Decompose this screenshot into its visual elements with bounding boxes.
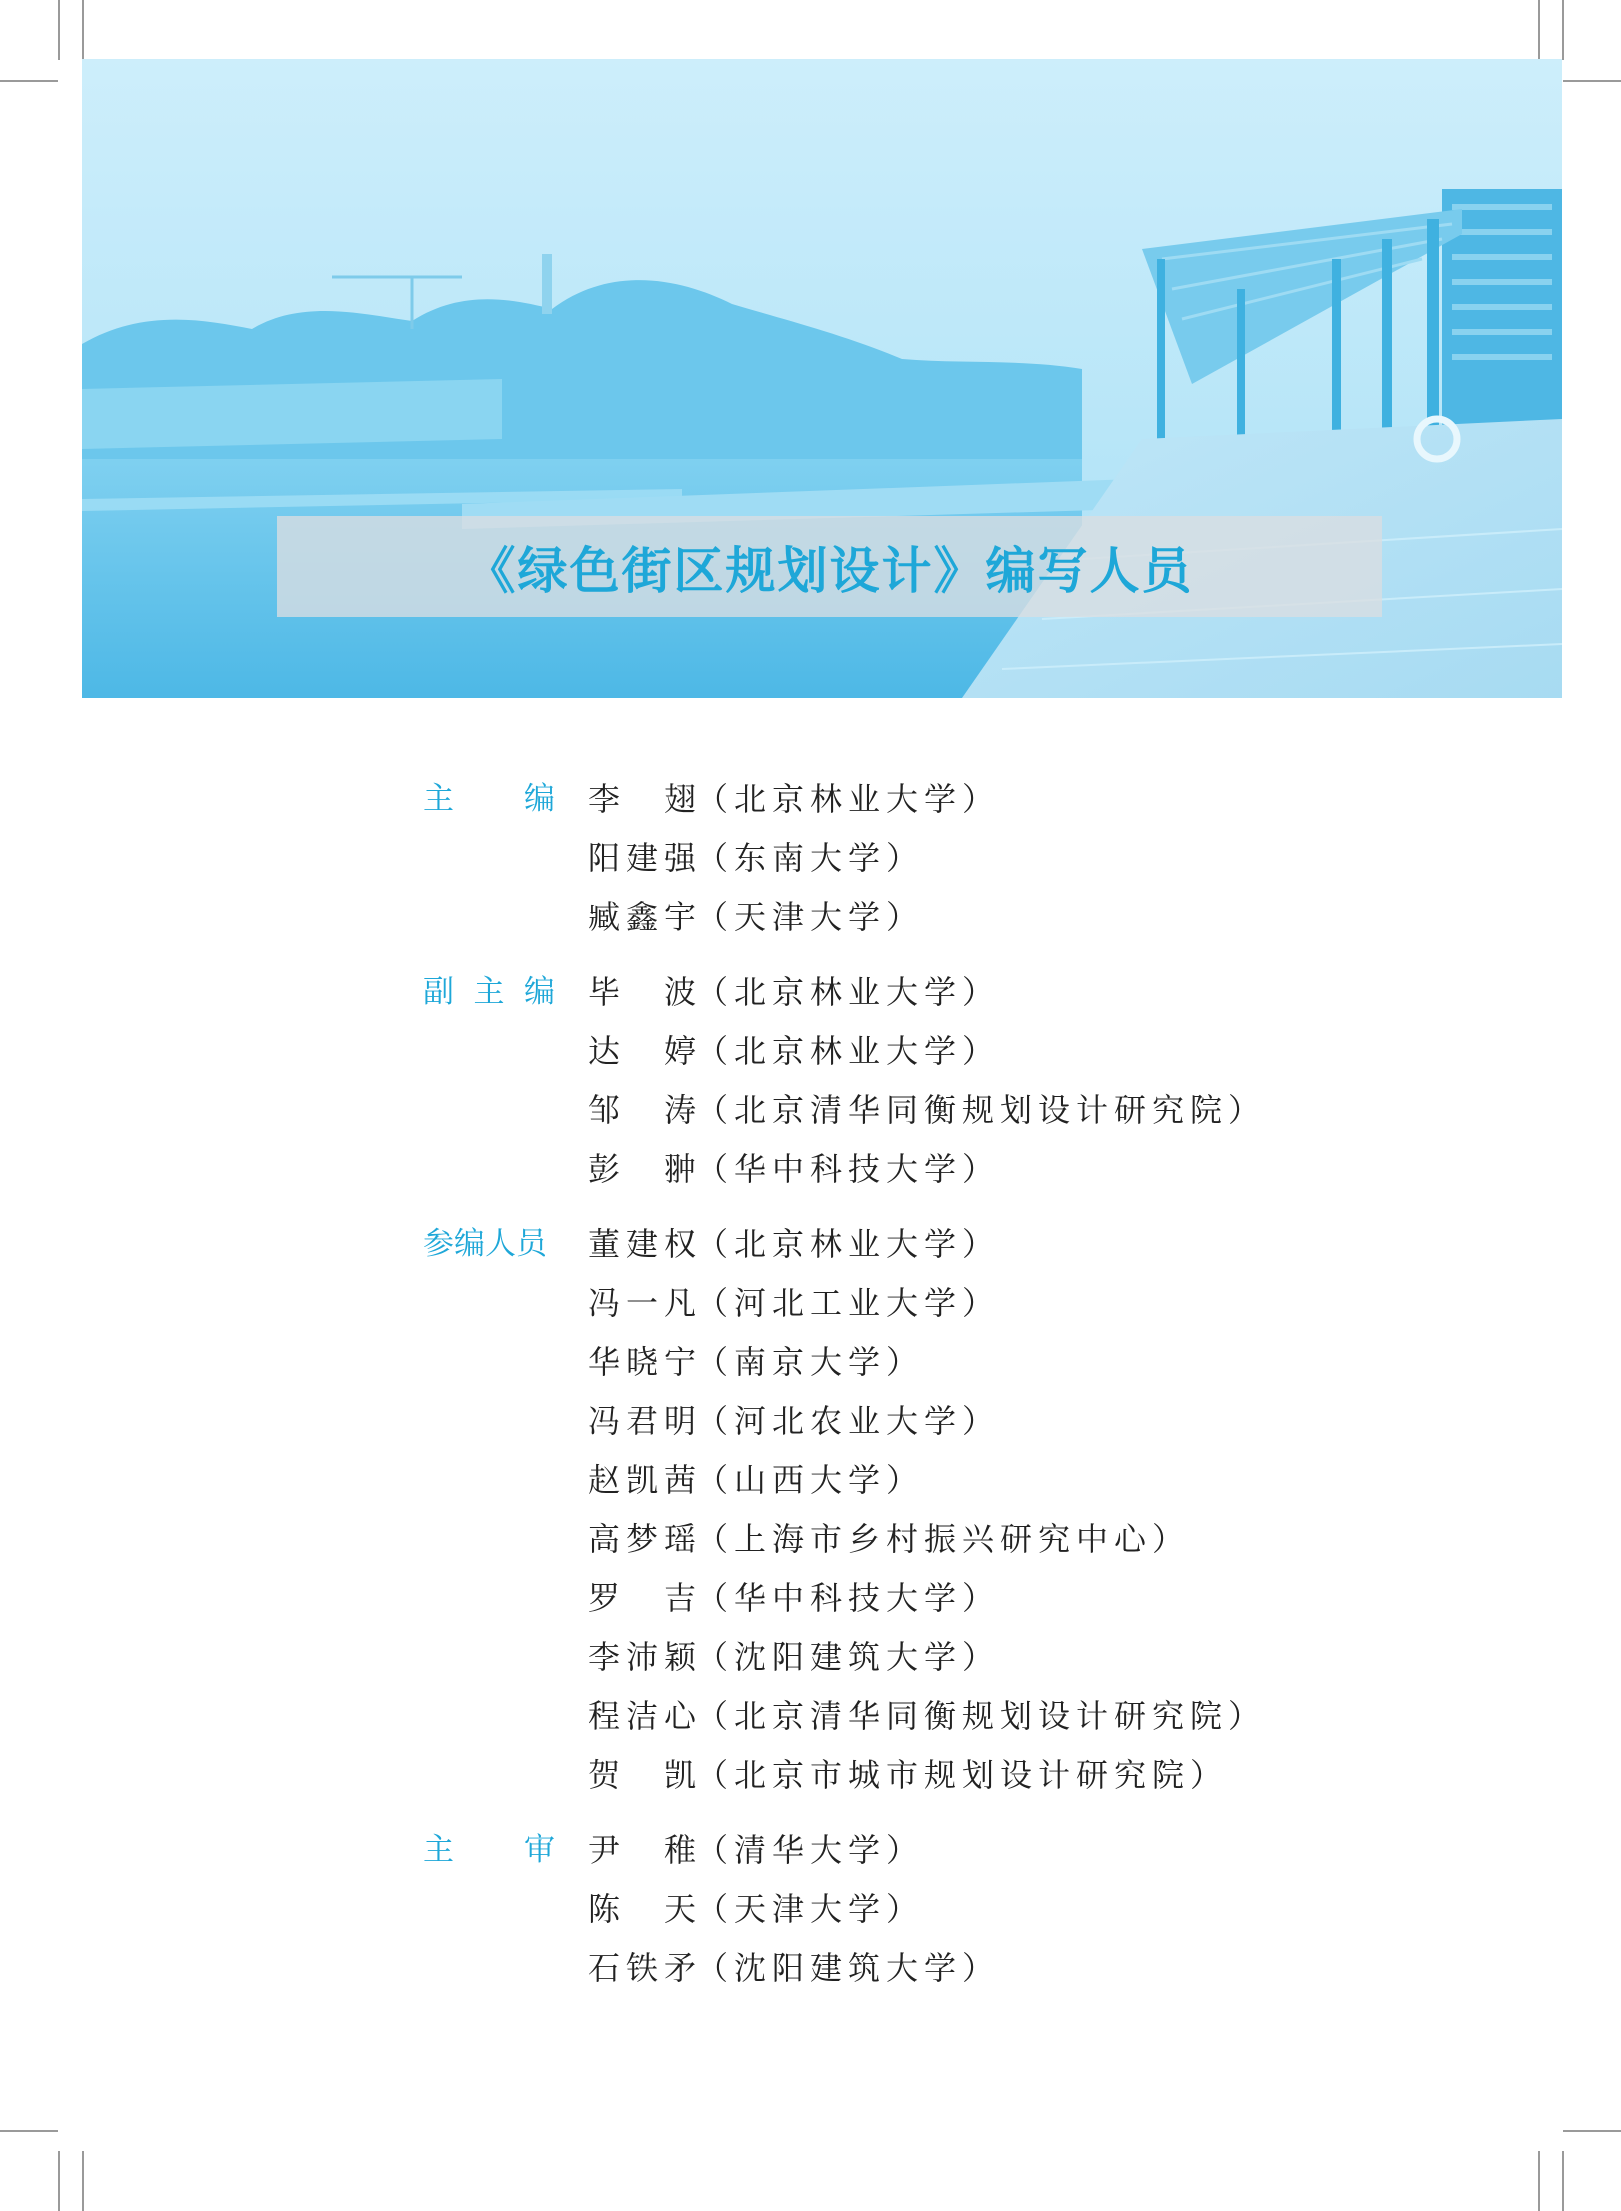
member-name: 高梦瑶 bbox=[588, 1520, 696, 1558]
group-contributors bbox=[0, 1215, 1621, 1805]
crop-mark bbox=[58, 2151, 60, 2211]
member-name: 毕波 bbox=[588, 973, 696, 1011]
member-name: 华晓宁 bbox=[588, 1343, 696, 1381]
list-item bbox=[0, 1333, 1621, 1392]
member-affiliation: （华中科技大学） bbox=[696, 1579, 1001, 1617]
member-name: 冯一凡 bbox=[588, 1284, 696, 1322]
role-label: 主 编 bbox=[423, 781, 555, 817]
member-name: 董建权 bbox=[588, 1225, 696, 1263]
list-item bbox=[0, 1392, 1621, 1451]
role-label: 参编人员 bbox=[423, 1226, 547, 1262]
member-name: 臧鑫宇 bbox=[588, 898, 696, 936]
list-item bbox=[0, 1628, 1621, 1687]
member-affiliation: （北京林业大学） bbox=[696, 780, 1001, 818]
list-item bbox=[0, 888, 1621, 947]
member-affiliation: （北京林业大学） bbox=[696, 1225, 1001, 1263]
list-item bbox=[0, 1687, 1621, 1746]
member-affiliation: （天津大学） bbox=[696, 1890, 925, 1928]
list-item bbox=[0, 1746, 1621, 1805]
member-affiliation: （华中科技大学） bbox=[696, 1150, 1001, 1188]
list-item bbox=[0, 1939, 1621, 1998]
member-name: 李翅 bbox=[588, 780, 696, 818]
member-name: 李沛颖 bbox=[588, 1638, 696, 1676]
crop-mark bbox=[58, 0, 60, 60]
member-affiliation: （天津大学） bbox=[696, 898, 925, 936]
member-affiliation: （沈阳建筑大学） bbox=[696, 1638, 1001, 1676]
crop-mark bbox=[1538, 0, 1540, 60]
member-affiliation: （北京林业大学） bbox=[696, 973, 1001, 1011]
list-item bbox=[0, 1140, 1621, 1199]
member-affiliation: （北京市城市规划设计研究院） bbox=[696, 1756, 1229, 1794]
crop-mark bbox=[82, 0, 84, 60]
crop-mark bbox=[1562, 0, 1564, 60]
list-item bbox=[0, 1274, 1621, 1333]
member-name: 赵凯茜 bbox=[588, 1461, 696, 1499]
list-item bbox=[0, 1569, 1621, 1628]
member-affiliation: （河北工业大学） bbox=[696, 1284, 1001, 1322]
member-affiliation: （北京林业大学） bbox=[696, 1032, 1001, 1070]
member-affiliation: （北京清华同衡规划设计研究院） bbox=[696, 1091, 1267, 1129]
list-item bbox=[0, 770, 1621, 829]
group-associate-editor bbox=[0, 963, 1621, 1199]
group-chief-editor bbox=[0, 770, 1621, 947]
crop-mark bbox=[82, 2151, 84, 2211]
crop-mark bbox=[0, 80, 58, 82]
member-name: 程洁心 bbox=[588, 1697, 696, 1735]
member-affiliation: （山西大学） bbox=[696, 1461, 925, 1499]
member-affiliation: （北京清华同衡规划设计研究院） bbox=[696, 1697, 1267, 1735]
role-label: 副 主 编 bbox=[423, 974, 555, 1010]
crop-mark bbox=[1563, 2130, 1621, 2132]
member-name: 邹涛 bbox=[588, 1091, 696, 1129]
role-label: 主 审 bbox=[423, 1832, 555, 1868]
member-affiliation: （上海市乡村振兴研究中心） bbox=[696, 1520, 1191, 1558]
member-name: 冯君明 bbox=[588, 1402, 696, 1440]
list-item bbox=[0, 1081, 1621, 1140]
list-item bbox=[0, 1821, 1621, 1880]
crop-mark bbox=[0, 2130, 58, 2132]
crop-mark bbox=[1538, 2151, 1540, 2211]
member-affiliation: （清华大学） bbox=[696, 1831, 925, 1869]
member-name: 石铁矛 bbox=[588, 1949, 696, 1987]
member-name: 尹稚 bbox=[588, 1831, 696, 1869]
member-affiliation: （东南大学） bbox=[696, 839, 925, 877]
page-title: 《绿色街区规划设计》编写人员 bbox=[465, 540, 1194, 600]
member-affiliation: （南京大学） bbox=[696, 1343, 925, 1381]
member-name: 阳建强 bbox=[588, 839, 696, 877]
member-affiliation: （沈阳建筑大学） bbox=[696, 1949, 1001, 1987]
member-name: 贺凯 bbox=[588, 1756, 696, 1794]
group-chief-reviewer bbox=[0, 1821, 1621, 1998]
list-item bbox=[0, 1451, 1621, 1510]
list-item bbox=[0, 1880, 1621, 1939]
member-name: 陈天 bbox=[588, 1890, 696, 1928]
member-affiliation: （河北农业大学） bbox=[696, 1402, 1001, 1440]
list-item bbox=[0, 1510, 1621, 1569]
member-name: 达婷 bbox=[588, 1032, 696, 1070]
crop-mark bbox=[1562, 2151, 1564, 2211]
list-item bbox=[0, 1022, 1621, 1081]
staff-list bbox=[0, 770, 1621, 2014]
list-item bbox=[0, 829, 1621, 888]
crop-mark bbox=[1563, 80, 1621, 82]
member-name: 彭翀 bbox=[588, 1150, 696, 1188]
list-item bbox=[0, 1215, 1621, 1274]
list-item bbox=[0, 963, 1621, 1022]
member-name: 罗吉 bbox=[588, 1579, 696, 1617]
